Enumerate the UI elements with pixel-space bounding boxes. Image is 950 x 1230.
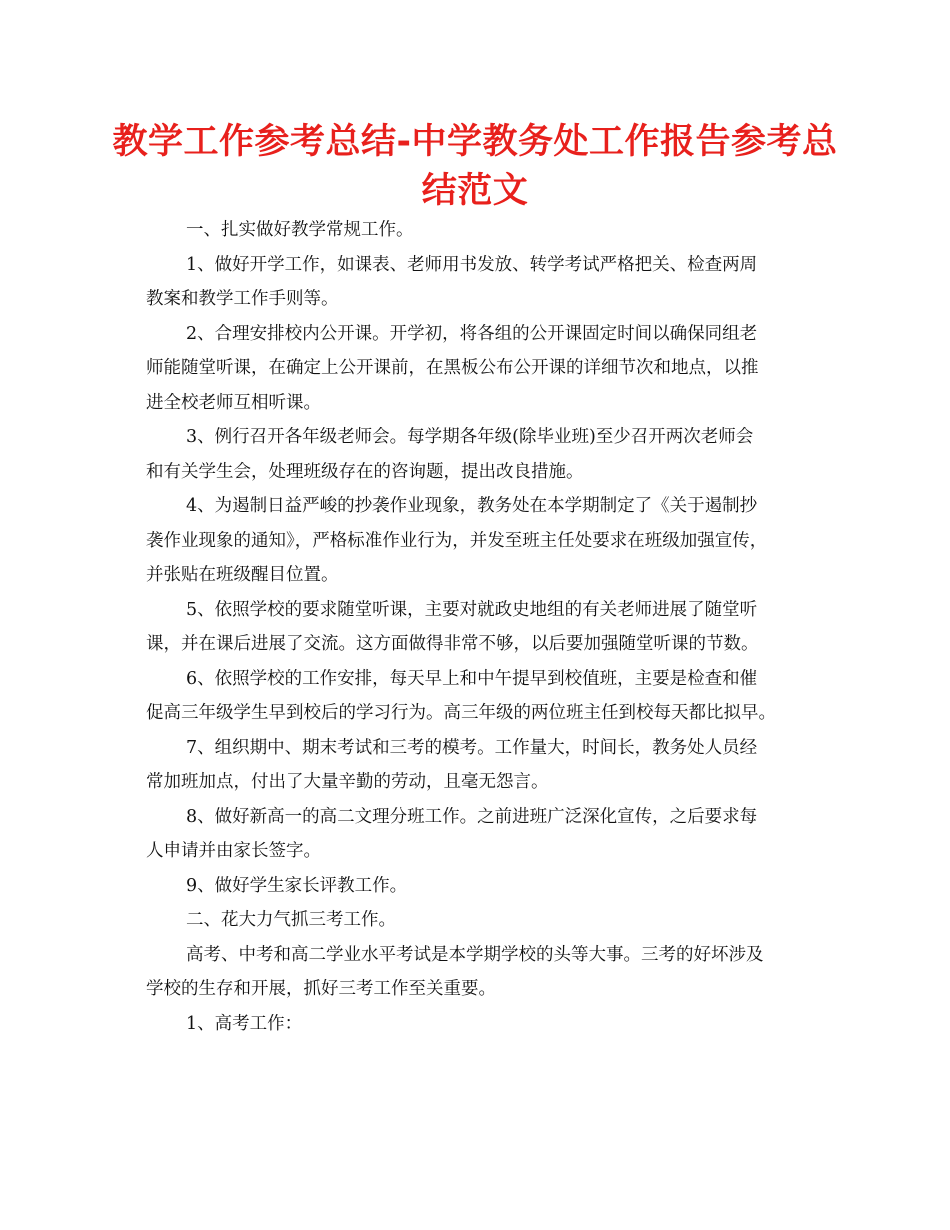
paragraph-line: 5、依照学校的要求随堂听课，主要对就政史地组的有关老师进展了随堂听: [186, 599, 758, 620]
paragraph-line: 7、组织期中、期末考试和三考的模考。工作量大，时间长，教务处人员经: [186, 737, 758, 758]
paragraph: [146, 420, 816, 489]
paragraph: [146, 1007, 816, 1042]
paragraph: [146, 903, 816, 938]
paragraph: [146, 213, 816, 248]
document-title: [100, 118, 850, 216]
paragraph-line: 课，并在课后进展了交流。这方面做得非常不够，以后要加强随堂听课的节数。: [146, 634, 759, 654]
paragraph-line: 教案和教学工作手则等。: [146, 289, 339, 309]
paragraph: [146, 317, 816, 421]
paragraph-line: 一、扎实做好教学常规工作。: [186, 220, 414, 240]
paragraph-line: 和有关学生会，处理班级存在的咨询题，提出改良措施。: [146, 461, 584, 482]
paragraph: [146, 662, 816, 731]
paragraph-line: 二、花大力气抓三考工作。: [186, 910, 396, 930]
paragraph-line: 3、例行召开各年级老师会。每学期各年级(除毕业班)至少召开两次老师会: [186, 427, 754, 447]
paragraph-line: 学校的生存和开展，抓好三考工作至关重要。: [146, 979, 496, 999]
title-line-1: 教学工作参考总结-中学教务处工作报告参考总: [112, 122, 838, 162]
paragraph-line: 高考、中考和高二学业水平考试是本学期学校的头等大事。三考的好坏涉及: [186, 944, 764, 965]
paragraph-line: 人申请并由家长签字。: [146, 841, 321, 861]
paragraph-line: 1、做好开学工作，如课表、老师用书发放、转学考试严格把关、检查两周: [186, 254, 758, 275]
paragraph-line: 袭作业现象的通知》，严格标准作业行为，并发至班主任处要求在班级加强宣传，: [146, 530, 768, 551]
document-body: [146, 213, 816, 1041]
paragraph-line: 促高三年级学生早到校后的学习行为。高三年级的两位班主任到校每天都比拟早。: [146, 703, 776, 723]
paragraph: [146, 800, 816, 869]
paragraph: [146, 869, 816, 904]
paragraph: [146, 938, 816, 1007]
paragraph: [146, 593, 816, 662]
paragraph-line: 2、合理安排校内公开课。开学初，将各组的公开课固定时间以确保同组老: [186, 323, 758, 344]
paragraph-line: 1、高考工作：: [186, 1013, 303, 1034]
paragraph-line: 常加班加点，付出了大量辛勤的劳动，且毫无怨言。: [146, 772, 549, 792]
title-line-2: 结范文: [421, 171, 529, 211]
paragraph-line: 并张贴在班级醒目位置。: [146, 565, 339, 585]
paragraph-line: 4、为遏制日益严峻的抄袭作业现象，教务处在本学期制定了《关于遏制抄: [186, 496, 758, 516]
paragraph-line: 6、依照学校的工作安排，每天早上和中午提早到校值班，主要是检查和催: [186, 668, 758, 689]
paragraph-line: 9、做好学生家长评教工作。: [186, 875, 408, 896]
paragraph-line: 进全校老师互相听课。: [146, 392, 321, 413]
paragraph: [146, 248, 816, 317]
paragraph-line: 师能随堂听课，在确定上公开课前，在黑板公布公开课的详细节次和地点，以推: [146, 358, 759, 378]
paragraph-line: 8、做好新高一的高二文理分班工作。之前进班广泛深化宣传，之后要求每: [186, 806, 758, 827]
paragraph: [146, 731, 816, 800]
paragraph: [146, 489, 816, 593]
